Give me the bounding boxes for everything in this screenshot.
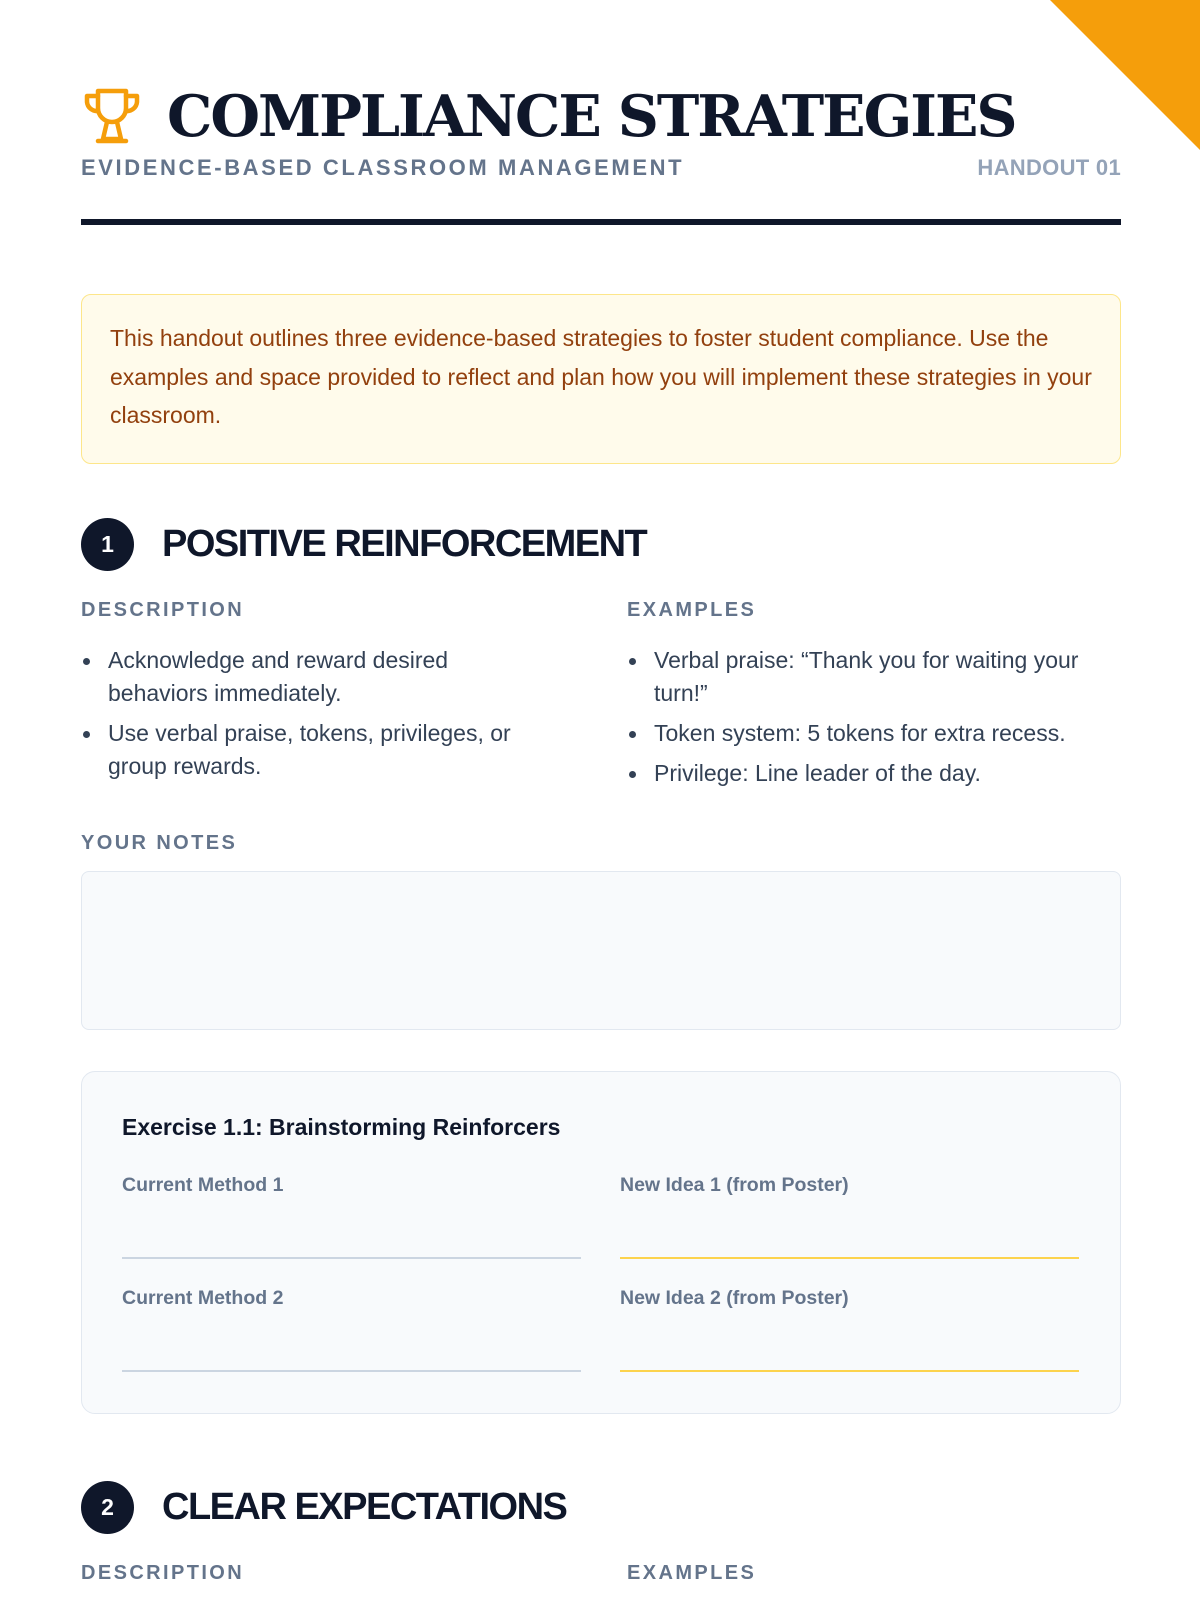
description-list [81, 644, 551, 790]
current-method-1-line[interactable] [122, 1257, 581, 1259]
page-title: COMPLIANCE STRATEGIES [167, 82, 1016, 150]
field-label: New Idea 1 (from Poster) [620, 1174, 849, 1196]
field-label: New Idea 2 (from Poster) [620, 1287, 849, 1309]
new-idea-1-line[interactable] [620, 1257, 1079, 1259]
new-idea-2-line[interactable] [620, 1370, 1079, 1372]
intro-callout: This handout outlines three evidence-based strategies to foster student compliance. Use the examples and space provided to reflect and plan how you will implement these strategies in your classroom. [81, 294, 1121, 464]
current-method-2-line[interactable] [122, 1370, 581, 1372]
notes-area[interactable] [81, 871, 1121, 1030]
section-number-badge: 2 [81, 1481, 134, 1534]
list-item: Token system: 5 tokens for extra recess. [627, 717, 1127, 750]
description-label: DESCRIPTION [81, 1562, 245, 1584]
examples-label: EXAMPLES [627, 1562, 757, 1584]
exercise-title: Exercise 1.1: Brainstorming Reinforcers [122, 1114, 561, 1140]
exercise-card [81, 1071, 1121, 1414]
examples-list [627, 644, 1127, 797]
description-label: DESCRIPTION [81, 599, 245, 621]
page-subtitle: EVIDENCE-BASED CLASSROOM MANAGEMENT [81, 155, 685, 180]
section-title: CLEAR EXPECTATIONS [162, 1486, 567, 1528]
field-label: Current Method 1 [122, 1174, 284, 1196]
list-item: Acknowledge and reward desired behaviors immediately. [81, 644, 551, 710]
section-2-header [81, 1481, 566, 1534]
section-number-badge: 1 [81, 518, 134, 571]
section-1-header [81, 518, 646, 571]
examples-label: EXAMPLES [627, 599, 757, 621]
trophy-icon [81, 85, 143, 147]
field-label: Current Method 2 [122, 1287, 284, 1309]
handout-number: HANDOUT 01 [977, 155, 1121, 180]
header-rule [81, 219, 1121, 225]
list-item: Privilege: Line leader of the day. [627, 757, 1127, 790]
list-item: Verbal praise: “Thank you for waiting your turn!” [627, 644, 1127, 710]
notes-label: YOUR NOTES [81, 832, 238, 854]
section-title: POSITIVE REINFORCEMENT [162, 523, 647, 565]
list-item: Use verbal praise, tokens, privileges, or group rewards. [81, 717, 551, 783]
page-header [81, 80, 1121, 182]
